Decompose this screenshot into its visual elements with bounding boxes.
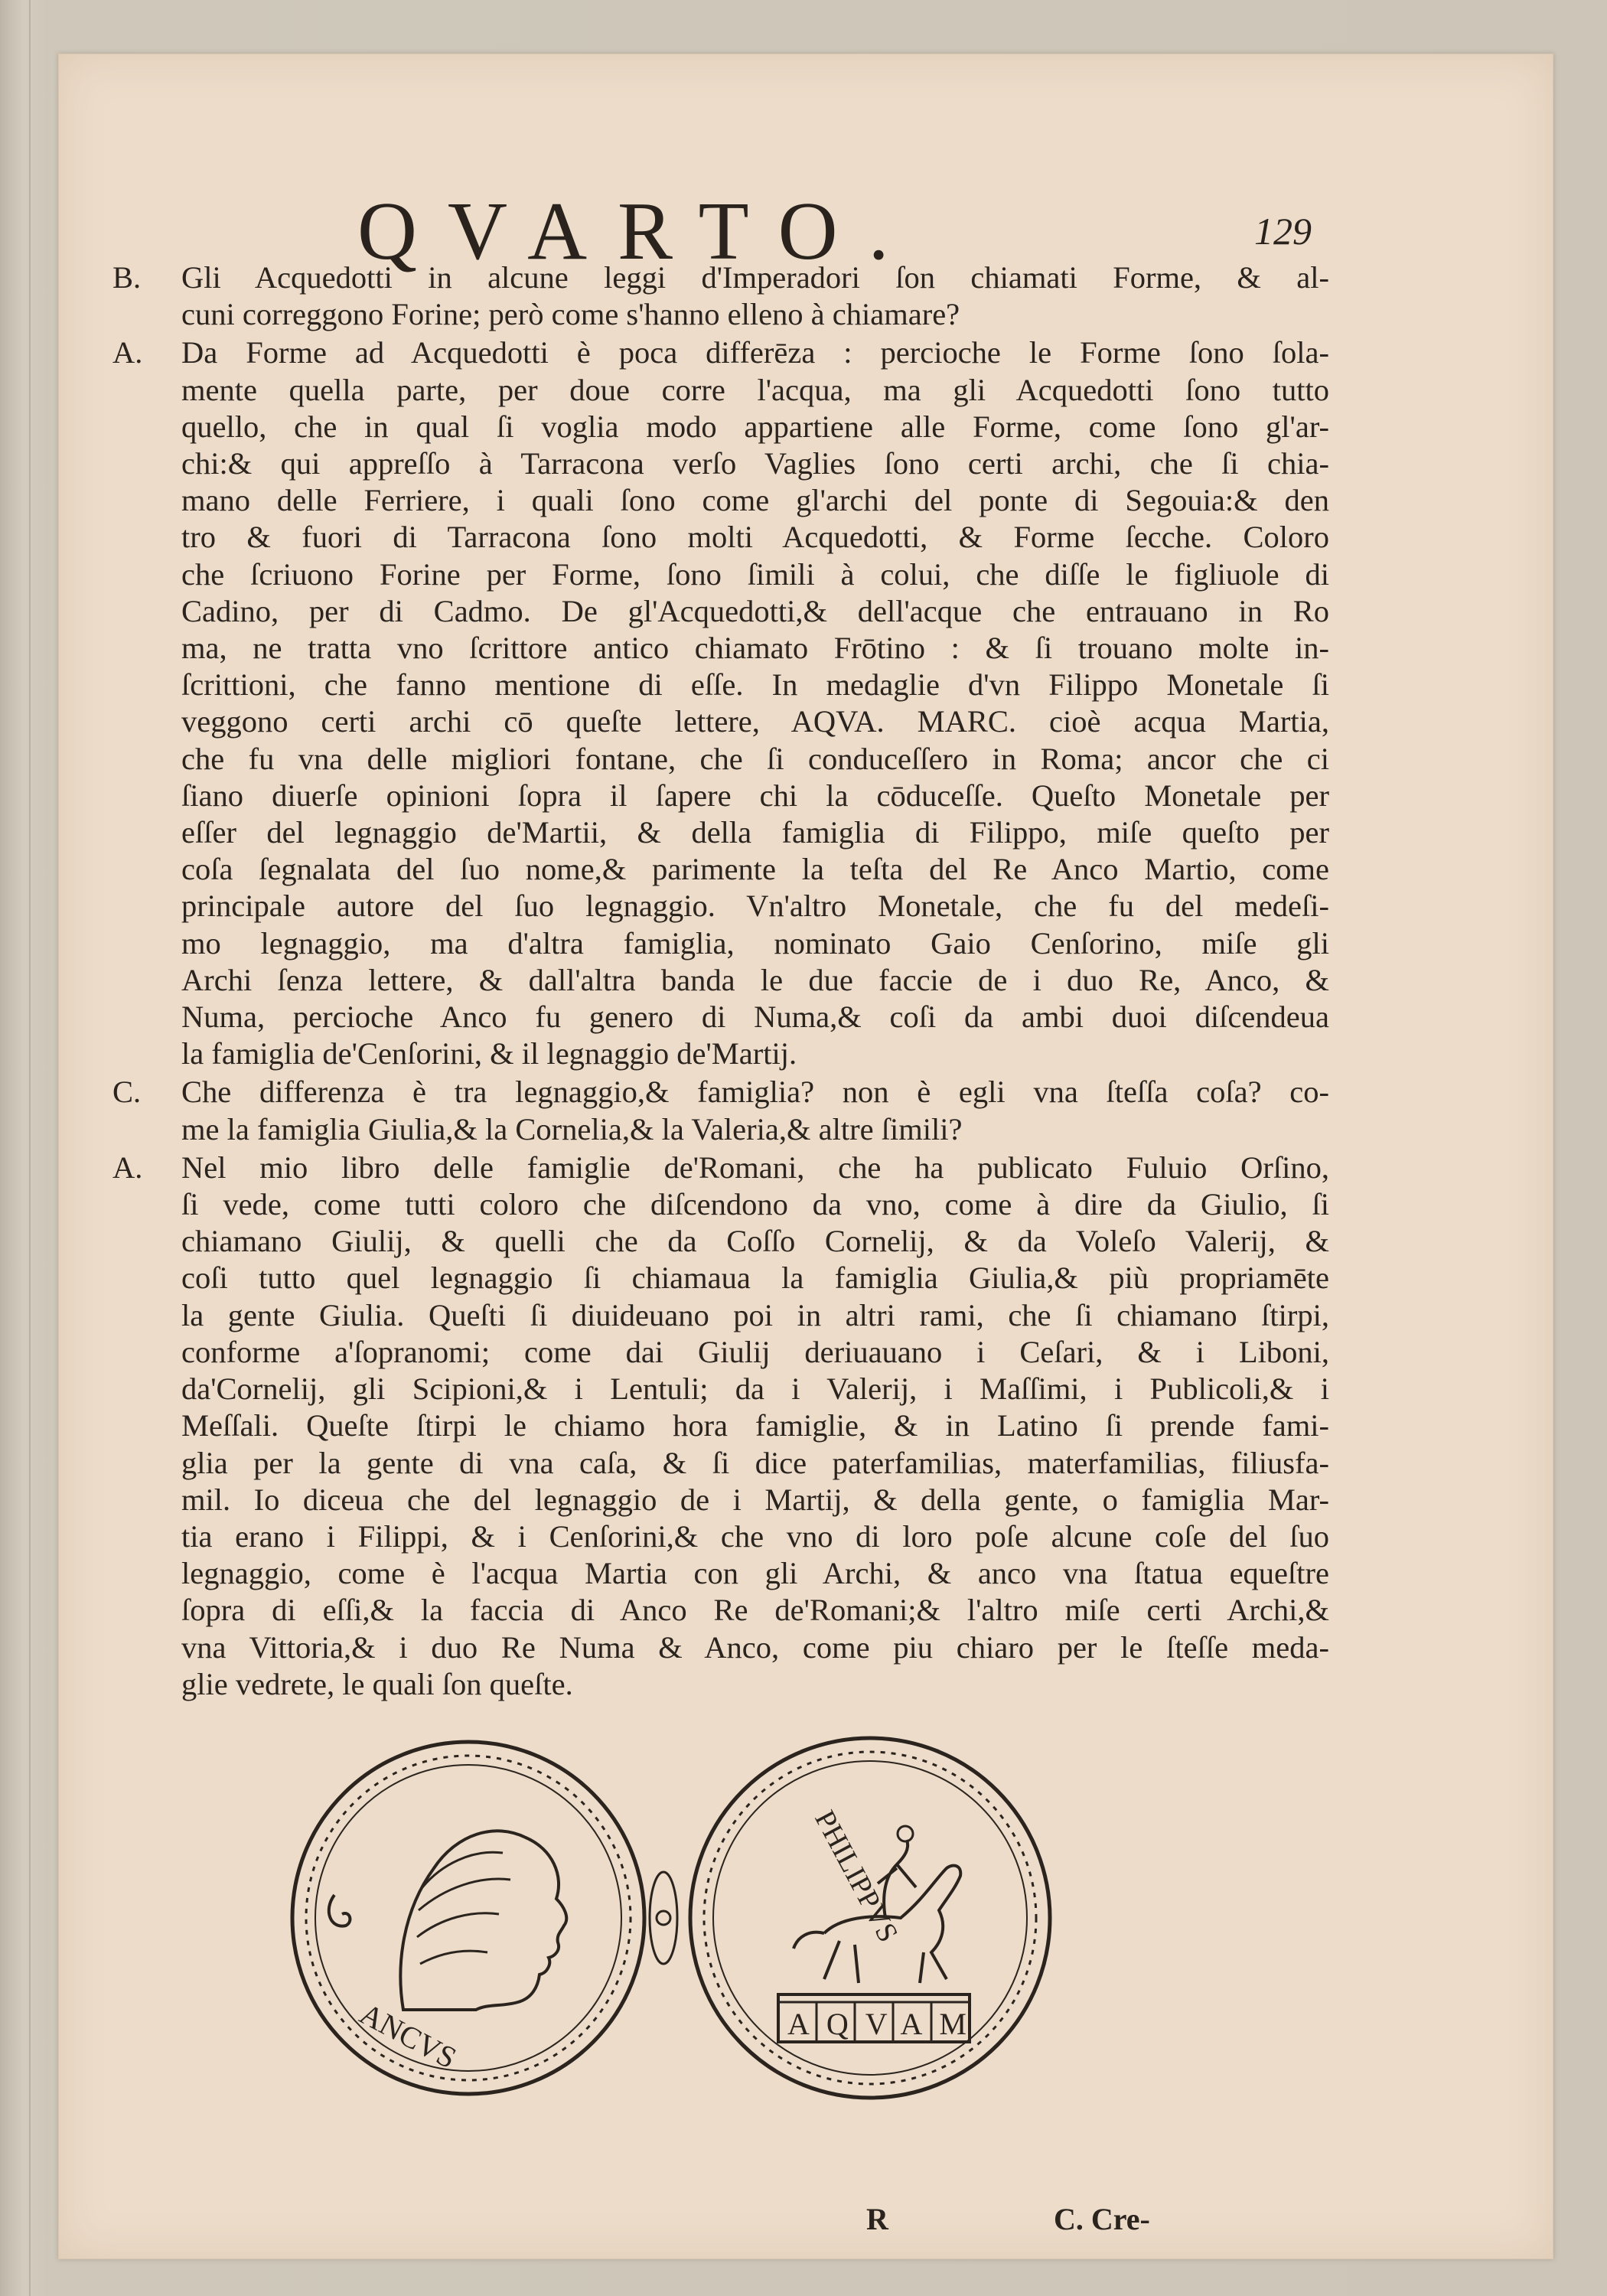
- text-line: la gente Giulia. Queſti ſi diuideuano poi in altri rami, che ſi chiamano ſtirpi,: [181, 1297, 1329, 1332]
- signature-mark: R: [866, 2202, 888, 2236]
- text-line: Da Forme ad Acquedotti è poca differēza : percioche le Forme ſono ſola-: [181, 335, 1329, 370]
- book-page: [58, 54, 1553, 2259]
- reverse-coin: [690, 1738, 1050, 2098]
- text-line: che fu vna delle migliori fontane, che ſi conduceſſero in Roma; ancor che ci: [181, 741, 1329, 776]
- reverse-exergue: AQVAM: [787, 2007, 983, 2041]
- text-line: mente quella parte, per doue corre l'acqua, ma gli Acquedotti ſono tutto: [181, 372, 1329, 407]
- dialogue-paragraph: [112, 1150, 1329, 1703]
- anco-head-icon: [400, 1831, 566, 2010]
- text-line: ſopra di eſſi,& la faccia di Anco Re de'Romani;& l'altro miſe certi Archi,&: [181, 1593, 1329, 1628]
- text-line: quello, che in qual ſi voglia modo appartiene alle Forme, come ſono gl'ar-: [181, 409, 1329, 444]
- catchword: C. Cre-: [1054, 2202, 1150, 2236]
- text-line: Archi ſenza lettere, & dall'altra banda le due faccie de i duo Re, Anco, &: [181, 962, 1329, 997]
- speaker-label: A.: [112, 335, 143, 370]
- obverse-legend: ANCVS: [354, 1996, 462, 2076]
- text-line: ſi vede, come tutti coloro che diſcendono da vno, come à dire da Giulio, ſi: [181, 1187, 1329, 1222]
- coin-illustrations: [288, 1734, 1130, 2102]
- text-line: Gli Acquedotti in alcune leggi d'Imperadori ſon chiamati Forme, & al-: [181, 260, 1329, 295]
- reverse-legend: PHILIPPVS: [808, 1805, 905, 1948]
- obverse-coin: [292, 1742, 644, 2094]
- text-line: chi:& qui appreſſo à Tarracona verſo Vaglies ſono certi archi, che ſi chia-: [181, 446, 1329, 481]
- text-line: mano delle Ferriere, i quali ſono come gl'archi del ponte di Segouia:& den: [181, 483, 1329, 518]
- text-line: conforme a'ſopranomi; come dai Giulij deriuauano i Ceſari, & i Liboni,: [181, 1334, 1329, 1369]
- text-line: mil. Io diceua che del legnaggio de i Martij, & della gente, o famiglia Mar-: [181, 1482, 1329, 1517]
- dialogue-paragraph: [112, 259, 1329, 333]
- text-line: ma, ne tratta vno ſcrittore antico chiamato Frōtino : & ſi trouano molte in-: [181, 631, 1329, 666]
- dialogue-text: [112, 259, 1329, 1703]
- text-line: da'Cornelij, gli Scipioni,& i Lentuli; da i Valerij, i Maſſimi, i Publicoli,& i: [181, 1371, 1329, 1407]
- mount-edge: [29, 0, 31, 2296]
- text-line: ſiano diuerſe opinioni ſopra il ſapere chi la cōduceſſe. Queſto Monetale per: [181, 778, 1329, 813]
- text-line: vna Vittoria,& i duo Re Numa & Anco, come piu chiaro per le ſteſſe meda-: [181, 1629, 1329, 1665]
- text-line: la famiglia de'Cenſorini, & il legnaggio de'Martij.: [181, 1036, 797, 1071]
- dialogue-paragraph: [112, 1074, 1329, 1147]
- running-head: QVARTO.: [357, 186, 920, 277]
- text-line: glia per la gente di vna caſa, & ſi dice paterfamilias, materfamilias, filiusfa-: [181, 1445, 1329, 1480]
- text-line: eſſer del legnaggio de'Martii, & della famiglia di Filippo, miſe queſto per: [181, 815, 1329, 850]
- speaker-label: B.: [112, 260, 142, 295]
- text-line: Nel mio libro delle famiglie de'Romani, che ha publicato Fuluio Orſino,: [181, 1150, 1329, 1185]
- text-line: principale autore del ſuo legnaggio. Vn'altro Monetale, che fu del medeſi-: [181, 889, 1329, 924]
- monogram-mark: [650, 1872, 677, 1964]
- text-line: coſi tutto quel legnaggio ſi chiamaua la famiglia Giulia,& più propriamēte: [181, 1261, 1329, 1296]
- text-line: Numa, percioche Anco fu genero di Numa,& coſi da ambi duoi diſcendeua: [181, 1000, 1329, 1035]
- text-line: veggono certi archi cō queſte lettere, AQVA. MARC. cioè acqua Martia,: [181, 704, 1329, 739]
- text-line: tia erano i Filippi, & i Cenſorini,& che vno di loro poſe alcune coſe del ſuo: [181, 1518, 1329, 1554]
- text-line: mo legnaggio, ma d'altra famiglia, nominato Gaio Cenſorino, miſe gli: [181, 925, 1329, 960]
- text-line: me la famiglia Giulia,& la Cornelia,& la Valeria,& altre ſimili?: [181, 1111, 963, 1146]
- text-line: Cadino, per di Cadmo. De gl'Acquedotti,& dell'acque che entrauano in Ro: [181, 593, 1329, 628]
- text-line: coſa ſegnalata del ſuo nome,& parimente la teſta del Re Anco Martio, come: [181, 852, 1329, 887]
- speaker-label: C.: [112, 1075, 142, 1110]
- text-line: che ſcriuono Forine per Forme, ſono ſimili à colui, che diſſe le figliuole di: [181, 556, 1329, 592]
- page-header: [59, 139, 1553, 277]
- text-line: ſcrittioni, che fanno mentione di eſſe. In medaglie d'vn Filippo Monetale ſi: [181, 667, 1329, 703]
- text-line: legnaggio, come è l'acqua Martia con gli Archi, & anco vna ſtatua equeſtre: [181, 1556, 1329, 1591]
- text-line: glie vedrete, le quali ſon queſte.: [181, 1666, 573, 1701]
- speaker-label: A.: [112, 1150, 143, 1185]
- text-line: Meſſali. Queſte ſtirpi le chiamo hora famiglie, & in Latino ſi prende fami-: [181, 1408, 1329, 1443]
- text-line: tro & fuori di Tarracona ſono molti Acquedotti, & Forme ſecche. Coloro: [181, 520, 1329, 555]
- text-line: cuni correggono Forine; però come s'hanno elleno à chiamare?: [181, 297, 960, 332]
- text-line: Che differenza è tra legnaggio,& famiglia? non è egli vna ſteſſa coſa? co-: [181, 1075, 1329, 1110]
- dialogue-paragraph: [112, 334, 1329, 1072]
- page-number: 129: [1254, 210, 1312, 253]
- text-line: chiamano Giulij, & quelli che da Coſſo Cornelij, & da Voleſo Valerij, &: [181, 1224, 1329, 1259]
